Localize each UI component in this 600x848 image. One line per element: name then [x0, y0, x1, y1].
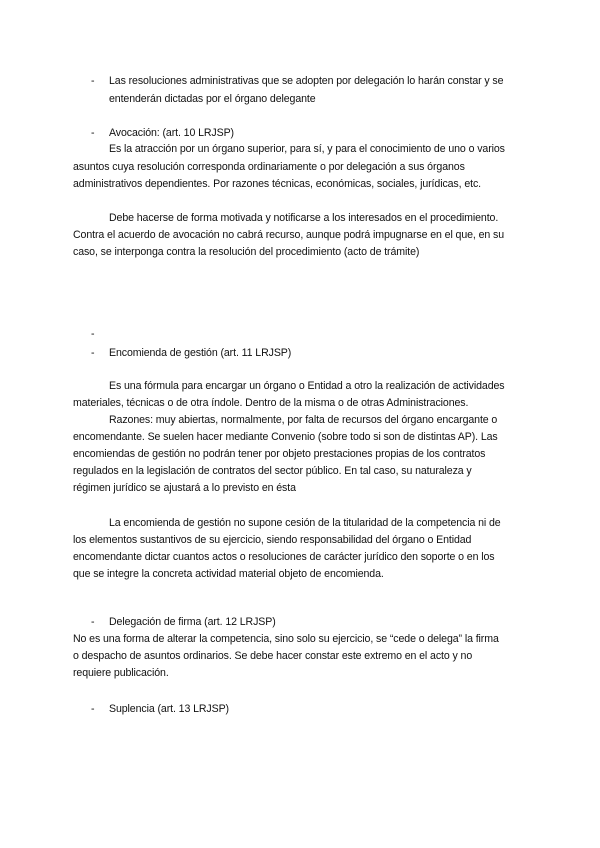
avocacion-p1-line-1: Es la atracción por un órgano superior, para sí, y para el conocimiento de uno o varios	[109, 143, 505, 155]
avocacion-p2-line-2: Contra el acuerdo de avocación no cabrá recurso, aunque podrá impugnarse en el que, en su	[73, 229, 505, 241]
list-bullet: -	[91, 347, 95, 359]
avocacion-heading: Avocación: (art. 10 LRJSP)	[109, 127, 234, 139]
encomienda-p1-line-4: encomendante. Se suelen hacer mediante Convenio (sobre todo si son de distintas AP). Las	[73, 431, 498, 443]
encomienda-p1-line-2: materiales, técnicas o de otra índole. Dentro de la misma o de otras Administraciones.	[73, 397, 469, 409]
firma-heading: Delegación de firma (art. 12 LRJSP)	[109, 616, 276, 628]
empty-list-bullet: -	[91, 328, 95, 340]
avocacion-p2-line-1: Debe hacerse de forma motivada y notificarse a los interesados en el procedimiento.	[109, 212, 499, 224]
avocacion-p1-line-2: asuntos cuya resolución corresponda ordinariamente o por delegación a sus órganos	[73, 161, 465, 173]
encomienda-p1-line-1: Es una fórmula para encargar un órgano o Entidad a otro la realización de actividades	[109, 380, 505, 392]
encomienda-p2-line-2: los elementos sustantivos de su ejercicio, siendo responsabilidad del órgano o Entidad	[73, 534, 472, 546]
encomienda-p1-line-3: Razones: muy abiertas, normalmente, por falta de recursos del órgano encargante o	[109, 414, 498, 426]
firma-p1-line-1: No es una forma de alterar la competencia, sino solo su ejercicio, se “cede o delega” la firma	[73, 633, 499, 645]
list-bullet: -	[91, 127, 95, 139]
list-bullet: -	[91, 616, 95, 628]
firma-p1-line-3: requiere publicación.	[73, 667, 169, 679]
encomienda-p1-line-6: regulados en la legislación de contratos del sector público. En tal caso, su naturaleza y	[73, 465, 472, 477]
encomienda-p1-line-7: régimen jurídico se ajustará a lo previsto en ésta	[73, 482, 296, 494]
list-bullet: -	[91, 703, 95, 715]
list-bullet: -	[91, 75, 95, 87]
encomienda-heading: Encomienda de gestión (art. 11 LRJSP)	[109, 347, 292, 359]
resoluciones-line-2: entenderán dictadas por el órgano delegante	[109, 93, 316, 105]
avocacion-p1-line-3: administrativos dependientes. Por razones técnicas, económicas, sociales, jurídicas, etc.	[73, 178, 481, 190]
avocacion-p2-line-3: caso, se interponga contra la resolución del procedimiento (acto de trámite)	[73, 246, 420, 258]
encomienda-p2-line-1: La encomienda de gestión no supone cesión de la titularidad de la competencia ni de	[109, 517, 501, 529]
encomienda-p1-line-5: encomiendas de gestión no podrán tener por objeto prestaciones propias de los contratos	[73, 448, 486, 460]
encomienda-p2-line-3: encomendante dictar cuantos actos o resoluciones de carácter jurídico den soporte o en los	[73, 551, 495, 563]
encomienda-p2-line-4: que se integre la concreta actividad material objeto de encomienda.	[73, 568, 384, 580]
suplencia-heading: Suplencia (art. 13 LRJSP)	[109, 703, 229, 715]
firma-p1-line-2: o despacho de asuntos ordinarios. Se debe hacer constar este extremo en el acto y no	[73, 650, 473, 662]
resoluciones-line-1: Las resoluciones administrativas que se adopten por delegación lo harán constar y se	[109, 75, 504, 87]
